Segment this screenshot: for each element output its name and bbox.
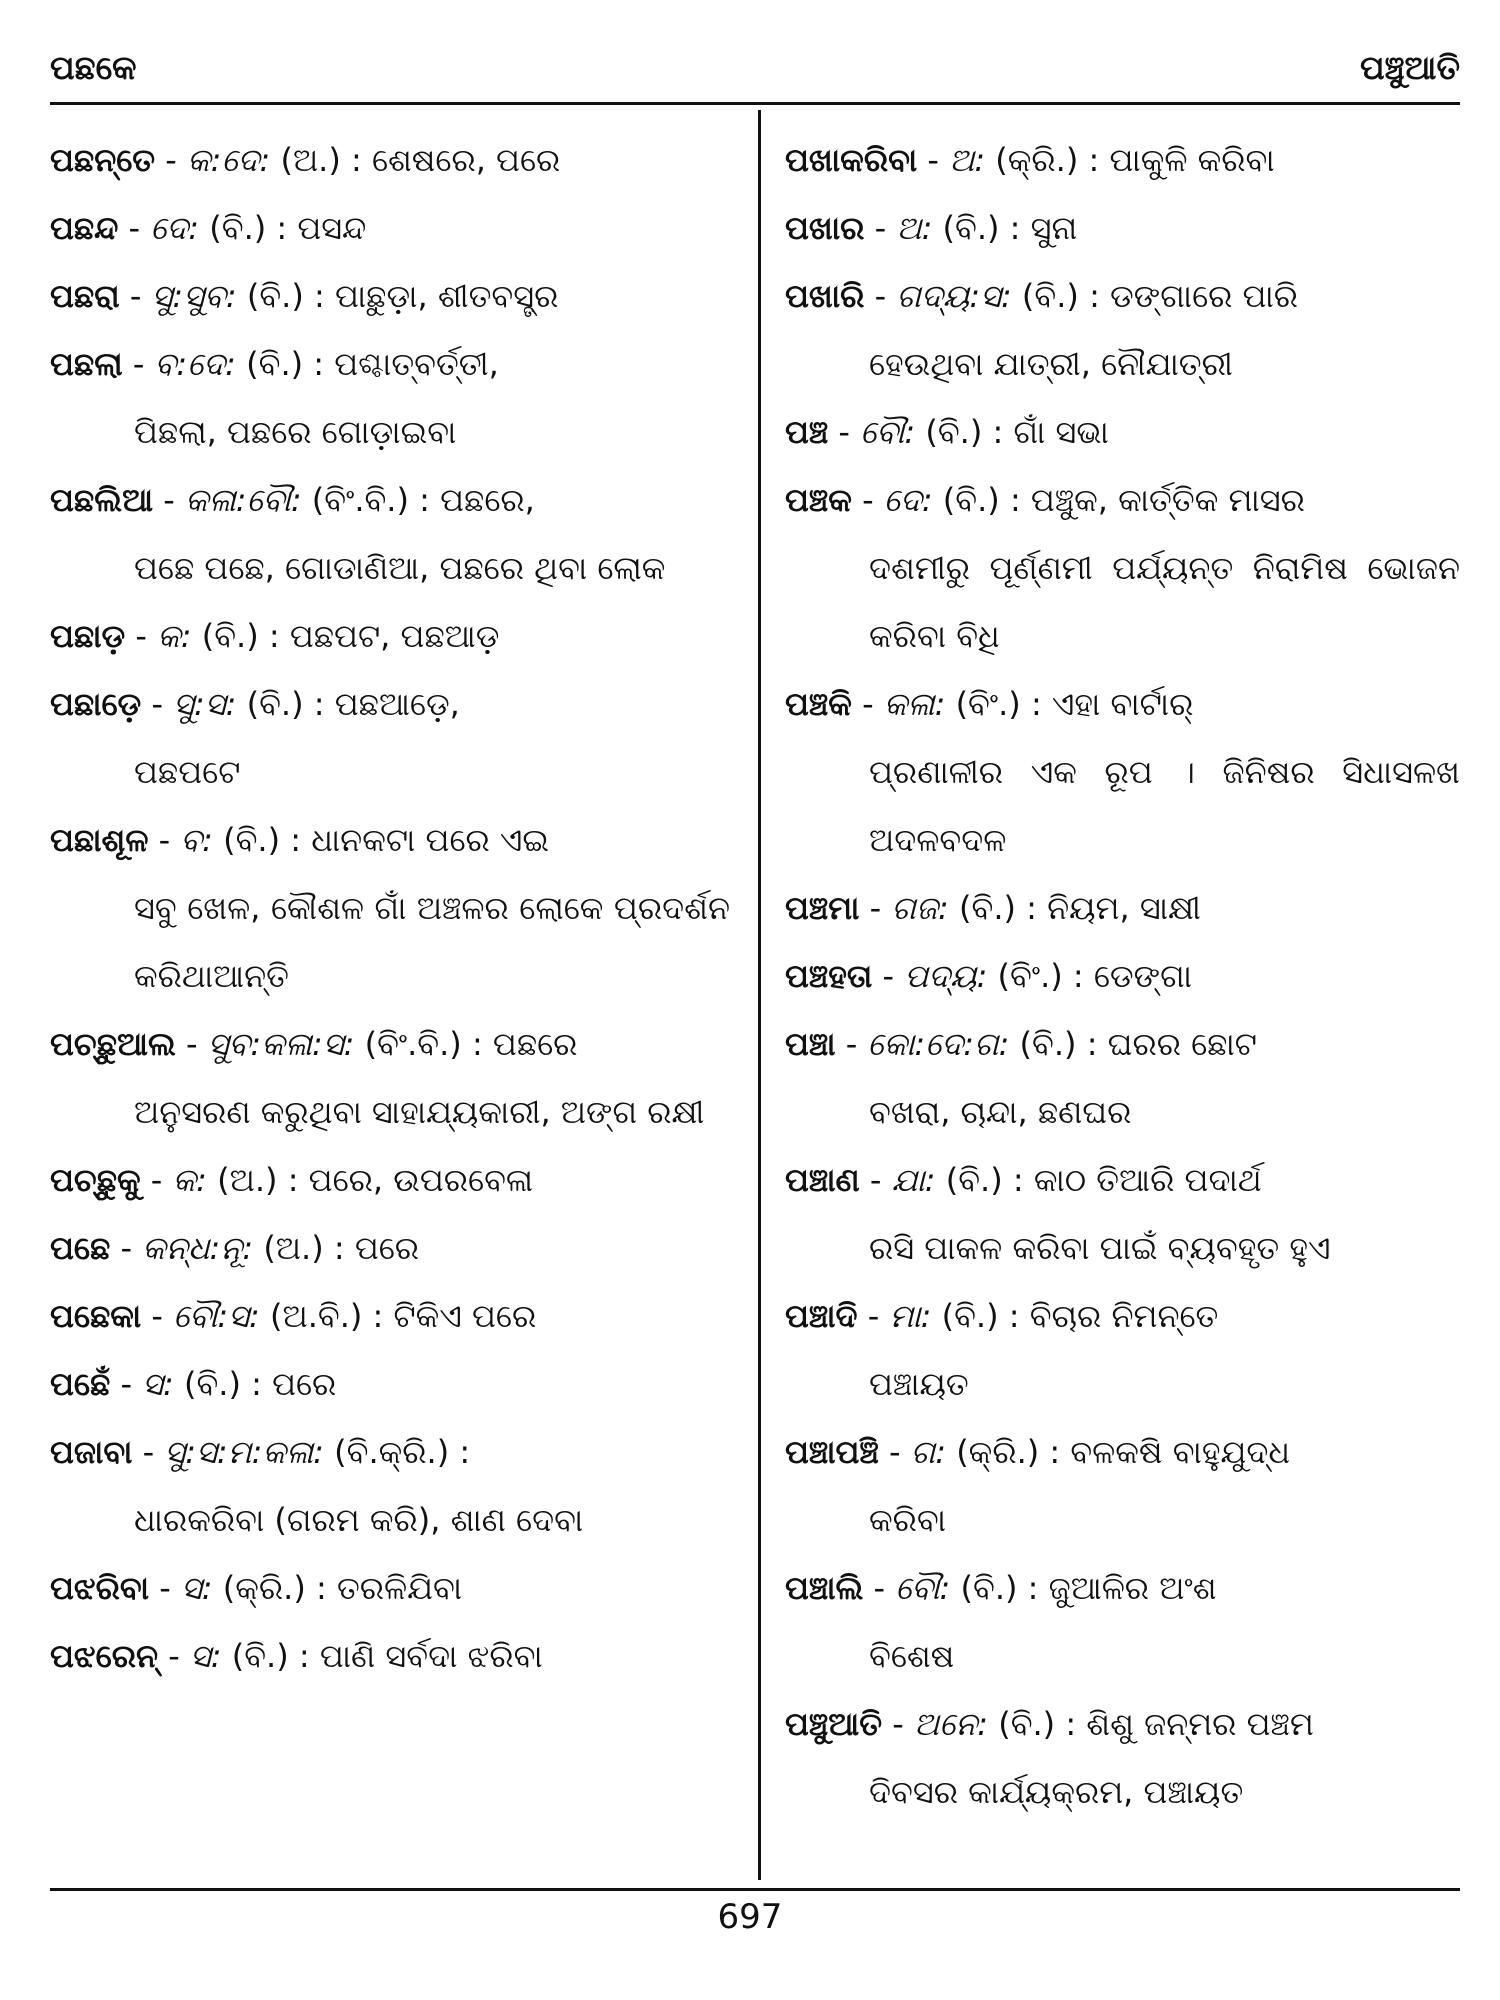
definition-continuation: ଦଶମୀରୁ ପୂର୍ଣ୍ଣମୀ ପର୍ଯ୍ୟନ୍ତ ନିରାମିଷ ଭୋଜନ କରିବା ବିଧି — [869, 549, 1460, 655]
etymology-source: ଅ: — [949, 141, 986, 179]
definition-continuation: ପ୍ରଣାଳୀର ଏକ ରୂପ । ଜିନିଷର ସିଧାସଳଖ ଅଦଳବଦଳ — [869, 753, 1460, 859]
headword: ପଞ୍ଚା — [785, 1025, 836, 1063]
etymology-source: ଦେ: — [150, 209, 200, 247]
dictionary-entry — [50, 1214, 730, 1282]
headword: ପଞ୍ଚାଦି — [785, 1297, 858, 1335]
column-divider — [758, 110, 761, 1880]
dictionary-entry — [50, 330, 730, 466]
etymology-source: ବ: — [180, 821, 213, 859]
definition: : ଜୁଆଳିର ଅଂଶ — [1027, 1569, 1217, 1607]
dictionary-entry — [50, 466, 730, 602]
headword: ପଞ୍ଚୁଆତି — [785, 1705, 883, 1743]
part-of-speech: (ଅ.) — [206, 1161, 288, 1199]
headword: ପଞ୍ଚକ — [785, 481, 852, 519]
headword: ପଛାଶୂଳ — [50, 821, 149, 859]
separator: - — [828, 413, 861, 451]
separator: - — [141, 685, 174, 723]
etymology-source: କନ୍ଧ:ନୂ: — [142, 1229, 254, 1267]
dictionary-entry — [50, 1418, 730, 1554]
footer-rule — [50, 1888, 1460, 1891]
headword: ପଛରା — [50, 277, 120, 315]
definition: : ପରେ, ଉପରବେଳା — [287, 1161, 534, 1199]
headword: ପଜାବା — [50, 1433, 133, 1471]
header-rule — [50, 102, 1460, 105]
part-of-speech: (ବି.) — [199, 209, 277, 247]
definition-continuation: ରସି ପାକଳ କରିବା ପାଇଁ ବ୍ୟବହୃତ ହୁଏ — [869, 1229, 1331, 1267]
headword: ପଞ୍ଚମା — [785, 889, 860, 927]
dictionary-entry — [785, 1554, 1460, 1690]
separator: - — [878, 1433, 911, 1471]
part-of-speech: (ବି.) — [931, 1297, 1009, 1335]
etymology-source: ବୌ: — [895, 1569, 951, 1607]
definition-continuation: ପଞ୍ଚାୟତ — [869, 1365, 969, 1403]
headword: ପଛେଁ — [50, 1365, 111, 1403]
dictionary-entry — [50, 1622, 730, 1690]
separator: - — [851, 685, 884, 723]
definition: : ଟିକିଏ ପରେ — [372, 1297, 537, 1335]
part-of-speech: (ବି.) — [932, 481, 1010, 519]
etymology-source: କ: — [172, 1161, 207, 1199]
separator: - — [859, 889, 892, 927]
part-of-speech: (ବି.) — [935, 1161, 1013, 1199]
etymology-source: ଗଜ: — [891, 889, 949, 927]
definition: : ପସନ୍ଦ — [276, 209, 367, 247]
definition: : ଗାଁ ସଭା — [992, 413, 1109, 451]
definition: : ଏହା ବାର୍ଟାର୍ — [1030, 685, 1194, 723]
etymology-source: ସୁବ:କଳା:ସ: — [207, 1025, 355, 1063]
separator: - — [125, 617, 158, 655]
separator: - — [859, 1161, 892, 1199]
part-of-speech: (କ୍ରି.) — [212, 1569, 316, 1607]
separator: - — [851, 481, 884, 519]
separator: - — [118, 209, 151, 247]
headword: ପଛେକା — [50, 1297, 142, 1335]
definition: : ପଶ୍ଚାତ୍ବର୍ତ୍ତୀ, — [313, 345, 499, 383]
definition: : ବିଚାର ନିମନ୍ତେ — [1008, 1297, 1219, 1335]
etymology-source: କୋ:ଦେ:ଗ: — [867, 1025, 1010, 1063]
part-of-speech: (ବି.) — [915, 413, 993, 451]
etymology-source: ସ: — [180, 1569, 213, 1607]
etymology-source: ଗ: — [910, 1433, 947, 1471]
separator: - — [864, 209, 897, 247]
etymology-source: ପଦ୍ୟ: — [904, 957, 988, 995]
headword: ପଝରିବା — [50, 1569, 150, 1607]
definition-continuation: ଅନୁସରଣ କରୁଥିବା ସାହାଯ୍ୟକାରୀ, ଅଙ୍ଗ ରକ୍ଷୀ — [134, 1093, 705, 1131]
definition-continuation: ଧାରକରିବା (ଗରମ କରି), ଶାଣ ଦେବା — [134, 1501, 584, 1539]
etymology-source: ବୌ:ସ: — [173, 1297, 260, 1335]
headword: ପଛାଡ଼େ — [50, 685, 142, 723]
etymology-source: ଗଦ୍ୟ:ସ: — [896, 277, 1012, 315]
etymology-source: ବ:ଦେ: — [154, 345, 236, 383]
part-of-speech: (ଅ.) — [253, 1229, 334, 1267]
separator: - — [119, 277, 152, 315]
definition-continuation: କରିବା — [869, 1501, 947, 1539]
separator: - — [110, 1229, 143, 1267]
definition: : — [459, 1433, 471, 1471]
headword: ପଛଲା — [50, 345, 123, 383]
right-guide-word: ପଞ୍ଚୁଆତି — [1359, 48, 1460, 87]
headword: ପଚ୍ଛୁକୁ — [50, 1161, 141, 1199]
separator: - — [158, 1637, 190, 1675]
dictionary-entry — [50, 1146, 730, 1214]
dictionary-entry — [785, 1010, 1460, 1146]
definition: : ବଳକଷି ବାହୁଯୁଦ୍ଧ — [1049, 1433, 1291, 1471]
definition-continuation: ସବୁ ଖେଳ, କୌଶଳ ଗାଁ ଅଞ୍ଚଳର ଲୋକେ ପ୍ରଦର୍ଶନ କରିଥାଆନ୍ତି — [134, 889, 730, 995]
dictionary-entry — [50, 670, 730, 806]
definition: : ଡେଙ୍ଗା — [1072, 957, 1192, 995]
etymology-source: ସୁ:ସ:ମ:କଳା: — [164, 1433, 324, 1471]
part-of-speech: (ଅ.) — [270, 141, 352, 179]
headword: ପଛଲିଆ — [50, 481, 154, 519]
definition-continuation: ଦିବସର କାର୍ଯ୍ୟକ୍ରମ, ପଞ୍ଚାୟତ — [869, 1773, 1244, 1811]
part-of-speech: (ବିଂ.ବି.) — [354, 1025, 472, 1063]
left-column — [50, 126, 730, 1690]
separator: - — [175, 1025, 208, 1063]
headword: ପଞ୍ଚାପଞ୍ଚି — [785, 1433, 879, 1471]
headword: ପଞ୍ଚ — [785, 413, 829, 451]
etymology-source: ମା: — [889, 1297, 932, 1335]
etymology-source: କଳା: — [883, 685, 946, 723]
headword: ପଛେ — [50, 1229, 111, 1267]
dictionary-entry — [785, 398, 1460, 466]
part-of-speech: (ବି.) — [173, 1365, 252, 1403]
part-of-speech: (ବିଂ.) — [987, 957, 1073, 995]
dictionary-entry — [50, 1350, 730, 1418]
etymology-source: ଅ: — [896, 209, 933, 247]
headword: ପଞ୍ଚାଲି — [785, 1569, 864, 1607]
definition: : ପଛରେ — [471, 1025, 578, 1063]
separator: - — [140, 1161, 173, 1199]
separator: - — [155, 141, 188, 179]
dictionary-entry — [50, 194, 730, 262]
definition: : ସୁନା — [1009, 209, 1078, 247]
part-of-speech: (ବି.କ୍ରି.) — [323, 1433, 460, 1471]
headword: ପଞ୍ଚହତା — [785, 957, 873, 995]
part-of-speech: (ବି.) — [212, 821, 291, 859]
definition-continuation: ହେଉଥିବା ଯାତ୍ରୀ, ନୌଯାତ୍ରୀ — [869, 345, 1233, 383]
part-of-speech: (ଅ.ବି.) — [259, 1297, 373, 1335]
part-of-speech: (କ୍ରି.) — [985, 141, 1089, 179]
dictionary-entry — [785, 670, 1460, 874]
definition: : ଶିଶୁ ଜନ୍ମର ପଞ୍ଚମ — [1065, 1705, 1314, 1743]
dictionary-entry — [785, 1690, 1460, 1826]
etymology-source: କ:ଦେ: — [187, 141, 271, 179]
definition: : ନିୟମ, ସାକ୍ଷୀ — [1026, 889, 1201, 927]
headword: ପଞ୍ଚକି — [785, 685, 852, 723]
separator: - — [110, 1365, 143, 1403]
part-of-speech: (ବି.) — [236, 277, 314, 315]
separator: - — [864, 277, 897, 315]
separator: - — [149, 1569, 181, 1607]
part-of-speech: (ବି.) — [988, 1705, 1066, 1743]
definition: : ପାଣି ସର୍ବଦା ଝରିବା — [298, 1637, 543, 1675]
right-column — [785, 126, 1460, 1826]
part-of-speech: (ବି.) — [191, 617, 269, 655]
headword: ପଖାକରିବା — [785, 141, 918, 179]
part-of-speech: (କ୍ରି.) — [946, 1433, 1050, 1471]
headword: ପଛନ୍ତେ — [50, 141, 156, 179]
definition: : କାଠ ତିଆରି ପଦାର୍ଥ — [1012, 1161, 1262, 1199]
dictionary-entry — [785, 1418, 1460, 1554]
separator: - — [872, 957, 905, 995]
definition: : ପଞ୍ଚୁକ, କାର୍ତ୍ତିକ ମାସର — [1009, 481, 1305, 519]
part-of-speech: (ବି.) — [236, 685, 314, 723]
part-of-speech: (ବି.) — [950, 1569, 1028, 1607]
headword: ପଝରେନ୍ — [50, 1637, 159, 1675]
part-of-speech: (ବି.) — [235, 345, 314, 383]
part-of-speech: (ବି.) — [221, 1637, 299, 1675]
etymology-source: ସ: — [142, 1365, 174, 1403]
dictionary-entry — [785, 194, 1460, 262]
part-of-speech: (ବି.) — [948, 889, 1027, 927]
separator: - — [132, 1433, 165, 1471]
definition-continuation: ବଖରା, ଚାନ୍ଦା, ଛଣଘର — [869, 1093, 1132, 1131]
definition: : ପଛରେ, — [419, 481, 535, 519]
part-of-speech: (ବି.) — [932, 209, 1010, 247]
definition-continuation: ପିଛଲା, ପଛରେ ଗୋଡ଼ାଇବା — [134, 413, 457, 451]
etymology-source: ସୁ:ସୁବ: — [151, 277, 237, 315]
dictionary-entry — [50, 262, 730, 330]
definition: : ପାକୁଳି କରିବା — [1088, 141, 1275, 179]
separator: - — [857, 1297, 890, 1335]
dictionary-entry — [50, 1554, 730, 1622]
definition: : ତରଳିଯିବା — [315, 1569, 463, 1607]
definition-continuation: ବିଶେଷ — [869, 1637, 955, 1675]
dictionary-entry — [785, 942, 1460, 1010]
headword: ପଖାରି — [785, 277, 865, 315]
dictionary-entry — [50, 1282, 730, 1350]
definition: : ପଛପଟ, ପଛଆଡ଼ — [268, 617, 500, 655]
headword: ପଖାର — [785, 209, 865, 247]
separator: - — [122, 345, 155, 383]
etymology-source: ସୁ:ସ: — [173, 685, 237, 723]
separator: - — [153, 481, 185, 519]
etymology-source: ସ: — [189, 1637, 222, 1675]
etymology-source: ଅନେ: — [913, 1705, 989, 1743]
separator: - — [882, 1705, 914, 1743]
separator: - — [835, 1025, 868, 1063]
part-of-speech: (ବିଂ.) — [945, 685, 1031, 723]
headword: ପଛାଡ଼ — [50, 617, 126, 655]
dictionary-entry — [50, 602, 730, 670]
definition: : ଶେଷରେ, ପରେ — [351, 141, 561, 179]
dictionary-entry — [785, 1282, 1460, 1418]
dictionary-entry — [50, 806, 730, 1010]
etymology-source: କଳା:ବୌ: — [184, 481, 302, 519]
definition-continuation: ପଛେ ପଛେ, ଗୋଡାଣିଆ, ପଛରେ ଥିବା ଲୋକ — [134, 549, 666, 587]
definition: : ଡଙ୍ଗାରେ ପାରି — [1089, 277, 1299, 315]
definition: : ପରେ — [333, 1229, 420, 1267]
etymology-source: ଦେ: — [883, 481, 933, 519]
etymology-source: କ: — [157, 617, 192, 655]
dictionary-entry — [785, 466, 1460, 670]
definition: : ଧାନକଟା ପରେ ଏଇ — [290, 821, 550, 859]
separator: - — [141, 1297, 174, 1335]
part-of-speech: (ବି.) — [1011, 277, 1090, 315]
definition-continuation: ପଛପଟେ — [134, 753, 241, 791]
headword: ପଛନ୍ଦ — [50, 209, 119, 247]
dictionary-entry — [785, 262, 1460, 398]
separator: - — [148, 821, 181, 859]
definition: : ପାଛୁଡ଼ା, ଶୀତବସ୍ତ୍ର — [314, 277, 559, 315]
headword: ପଚ୍ଛୁଆଲ — [50, 1025, 176, 1063]
part-of-speech: (ବି.) — [1009, 1025, 1087, 1063]
separator: - — [863, 1569, 896, 1607]
etymology-source: ବୌ: — [860, 413, 916, 451]
separator: - — [917, 141, 950, 179]
dictionary-entry — [50, 1010, 730, 1146]
dictionary-entry — [785, 874, 1460, 942]
part-of-speech: (ବିଂ.ବି.) — [301, 481, 420, 519]
dictionary-entry — [785, 1146, 1460, 1282]
headword: ପଞ୍ଚାଣ — [785, 1161, 860, 1199]
etymology-source: ଯା: — [891, 1161, 936, 1199]
dictionary-entry — [785, 126, 1460, 194]
running-header — [50, 38, 1460, 98]
left-guide-word: ପଛକେ — [50, 48, 137, 87]
definition: : ଘରର ଛୋଟ — [1086, 1025, 1257, 1063]
dictionary-entry — [50, 126, 730, 194]
definition: : ପଛଆଡ଼େ, — [313, 685, 460, 723]
page-number: 697 — [717, 1897, 783, 1937]
definition: : ପରେ — [251, 1365, 337, 1403]
